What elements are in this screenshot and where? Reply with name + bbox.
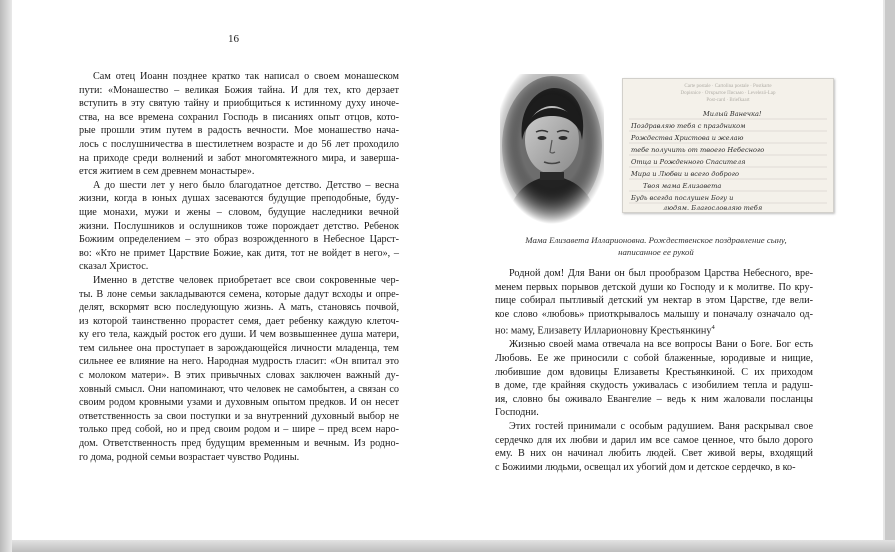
text-line: своим родом кровными узами и духовным опытом предков. И он несет — [79, 397, 399, 409]
caption-line-2: написанное ее рукой — [618, 246, 694, 257]
text-line: кое слово «любовь» приоткрывалось малышу и поначалу означало од- — [495, 308, 813, 320]
text-line: сильнее ее влияние на него. Народная мудрость гласит: «Он впитал это — [79, 356, 399, 368]
text-line: лось с послушничества в шестилетнем возрасте и до 56 лет проходило — [79, 138, 399, 150]
text-line: ховный смысл. Они напоминают, что человек не самобытен, а связан со — [79, 383, 399, 395]
text-line: делят, вскормят всю последующую жизнь. А мать, становясь почвой, — [79, 302, 399, 314]
text-line: жизни. Послушников и ослушников тоже порождает детство. Ребенок — [79, 220, 399, 232]
text-line: с Божиими людьми, освещал их убогий дом и детское сердечко, в ко- — [495, 461, 796, 473]
text-line: во: «Кто не примет Царствие Божие, как дитя, тот не войдет в него», – — [79, 247, 399, 259]
text-line: на приходе среди волнений и забот многомятежного мира, и завершa- — [79, 152, 399, 164]
text-line: го дома, родной семьи возрастает чувство Родины. — [79, 451, 300, 463]
postcard-line-7: Будь всегда послушен Богу и — [631, 194, 734, 202]
text-line: Сам отец Иоанн позднее кратко так написал о своем монашеском — [93, 71, 399, 82]
paragraph — [495, 420, 813, 474]
postcard-greeting: Милый Ванечка! — [703, 110, 762, 118]
text-line: Божиим определением – это образ возрожденного в Небесное Царст- — [79, 234, 399, 246]
text-line: А до шести лет у него было благодатное детство. Детство – весна — [93, 179, 399, 191]
paragraph — [495, 267, 813, 338]
postcard-image — [622, 78, 834, 213]
text-line: тем сильнее она проступает в зарождающейся личности младенца, тем — [79, 342, 399, 354]
text-line: в доме, где крайняя скудость уживалась с изобилием тепла и радуш- — [495, 380, 813, 392]
text-line: ства, на все времена сохранил Господь в писаниях опыт отцов, кото- — [79, 111, 399, 123]
text-line: Жизнью своей мама отвечала на все вопросы Вани о Боге. Бог есть — [509, 339, 813, 351]
text-line: ты. В лоне семьи закладываются семена, которые дадут всходы и опре- — [79, 288, 399, 300]
text-line: ответственность за свои поступки и за внутренний духовный выбор не — [79, 410, 399, 422]
text-line: Именно в детстве человек приобретает все свои сокровенные чер- — [93, 274, 399, 286]
text-line: но: маму, Елизавету Илларионовну Крестьянкину$^4$ — [495, 324, 715, 337]
text-line: ется житием в сем древнем монастыре». — [79, 166, 255, 178]
text-line: вступить в эту святую тайну и приобщиться к истинному духу иноче- — [79, 98, 399, 110]
text-line: ия, словно бы оживало Евангелие – ведь к ним жаловали посланцы — [495, 393, 813, 405]
text-line: пути: «Монашество – великая Божия тайна. И для тех, кто дерзает — [79, 84, 399, 96]
paragraph — [79, 70, 399, 179]
footnote-marker[interactable]: 4 — [711, 324, 715, 332]
paragraph — [495, 338, 813, 420]
book-edge-bottom — [12, 540, 895, 552]
postcard-line-4: Отца и Рожденного Спасителя — [631, 158, 746, 166]
postcard-line-5: Мира и Любви и всего доброго — [631, 170, 739, 178]
portrait-photo — [500, 74, 604, 224]
text-line: Родной дом! Для Вани он был прообразом Царства Небесного, вре- — [509, 268, 813, 279]
left-column-text — [79, 70, 399, 464]
text-line: сердечко для их любви и дарил им все самое ценное, что было дорого — [495, 434, 813, 446]
postcard-header-1: Carte postale · Cartolina postale · Postkarte — [684, 84, 772, 89]
text-line: Этих гостей принимали с особым радушием. Ваня раскрывал свое — [509, 420, 813, 432]
postcard-line-3: тебе получить от твоего Небесного — [631, 146, 765, 154]
postcard-line-1: Поздравляю тебя с праздником — [631, 122, 746, 130]
postcard-line-2: Рождества Христова и желаю — [631, 134, 744, 142]
paragraph — [79, 274, 399, 464]
text-line: рые прошли этим путем в радость вечности. Мое монашество нача- — [79, 125, 399, 137]
text-line: любившие дом вдовицы Елизаветы Крестьянкиной. С их приходом — [495, 366, 813, 378]
book-edge-left — [0, 0, 12, 552]
text-line: Любовь. Ее же приносили с собой блаженные, юродивые и нищие, — [495, 352, 813, 364]
text-line: сказал Христос. — [79, 261, 149, 273]
postcard-line-8: людям. Благословляю тебя — [663, 204, 763, 212]
text-line: ку его тела, каждый росток его души. И чем возвышеннее душа матери, — [79, 329, 399, 341]
postcard-header-2: Dopisnice · Открытое Письмо · Levelezö-Lap — [680, 91, 776, 96]
text-line: Господни. — [495, 407, 539, 419]
text-line: из которой таинственно прорастет семя, дает ребенку каждую клеточ- — [79, 315, 399, 327]
caption-line-1: Мама Елизавета Илларионовна. Рождественское поздравление сыну, — [525, 235, 787, 245]
right-column-text — [495, 267, 813, 474]
text-line: менем первых порывов детской души ко Господу и к молитве. По кру- — [495, 281, 813, 293]
text-line: дом. Ответственность пред будущим временным и вечным. Из родно- — [79, 438, 399, 450]
postcard-line-6: Твоя мама Елизавета — [643, 182, 722, 190]
figure-caption — [497, 235, 815, 258]
text-line: ему. В них он начинал любить людей. Свет живой веры, входящий — [495, 448, 813, 460]
postcard-header-3: Post-card · Briefkaart — [706, 98, 750, 103]
paragraph — [79, 179, 399, 274]
text-line: только пред собой, но и пред своим родом и – шире – пред всем наро- — [79, 424, 399, 436]
text-line: жизни, когда в юных душах засеваются будущие преподобные, буду- — [79, 193, 399, 205]
text-line: с молоком матери». В этих привычных словах заключен важный ду- — [79, 370, 399, 382]
page-number: 16 — [228, 33, 239, 45]
text-line: пице собирал пытливый детский ум нектар в этом Царстве, где вели- — [495, 295, 813, 307]
text-line: щие монахи, мужи и жены – словом, будущие наследники вечной — [79, 206, 399, 218]
